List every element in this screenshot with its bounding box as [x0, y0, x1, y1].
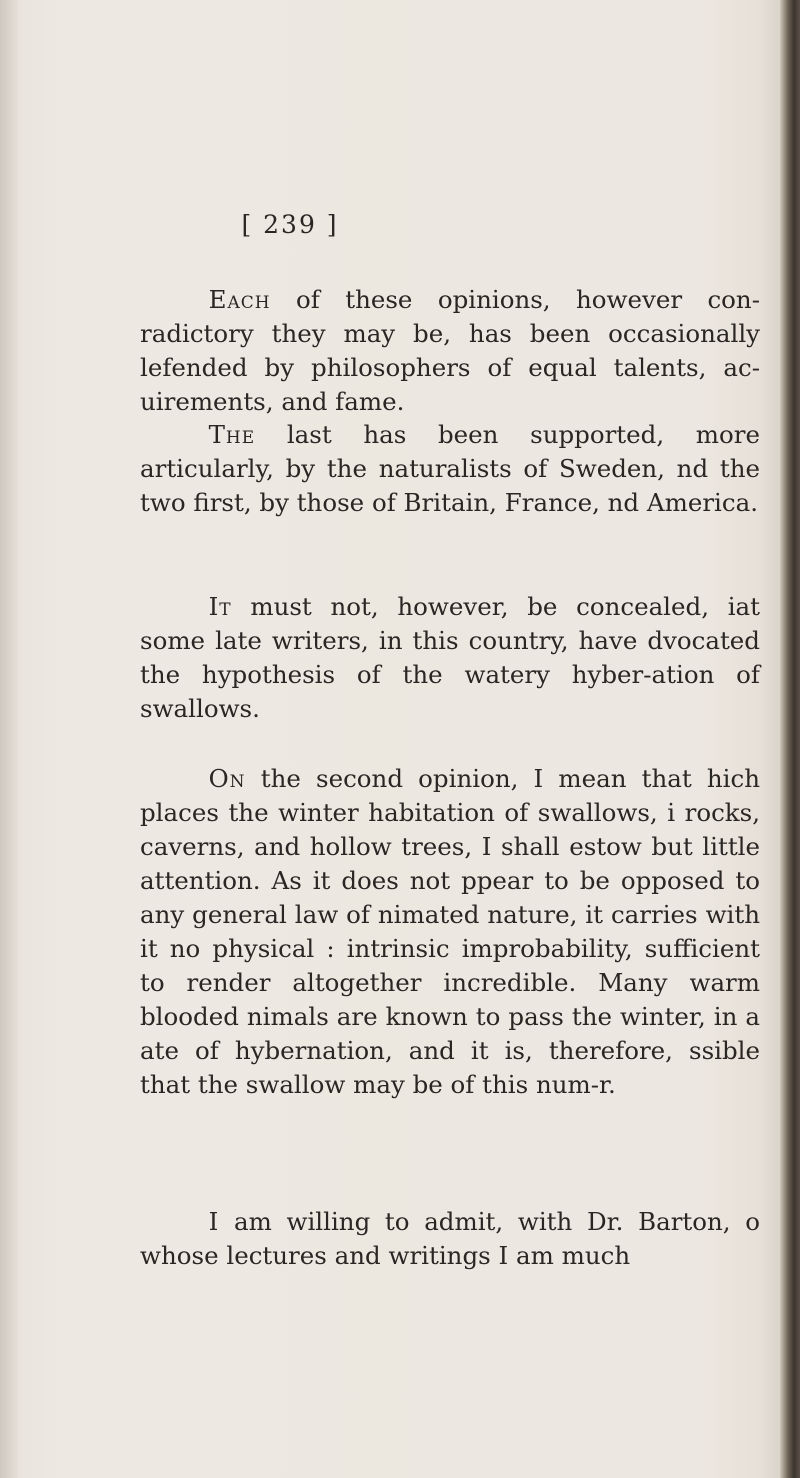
paragraph-1: [140, 283, 760, 419]
paragraph-5: [140, 1205, 760, 1273]
paragraph-3-lead: It: [208, 592, 232, 621]
paragraph-4: [140, 762, 760, 1102]
paragraph-2: [140, 418, 760, 520]
page-edge-shadow: [780, 0, 800, 1478]
paragraph-2-text: last has been supported, more articularly, by the naturalists of Sweden, nd the two first, by those of Britain, France, nd America.: [140, 420, 760, 517]
paragraph-1-text: of these opinions, however con-radictory they may be, has been occasionally lefended by philosophers of equal talents, ac-uirements, and fame.: [140, 285, 760, 416]
paragraph-5-lead: I: [208, 1207, 220, 1236]
paragraph-5-text: am willing to admit, with Dr. Barton, o whose lectures and writings I am much: [140, 1207, 760, 1270]
page-number: [ 239 ]: [241, 210, 339, 239]
paragraph-3-text: must not, however, be concealed, iat some late writers, in this country, have dvocated the hypothesis of the watery hyber-ation of swallows.: [140, 592, 760, 723]
paragraph-4-lead: On: [208, 764, 246, 793]
paragraph-1-lead: Each: [208, 285, 271, 314]
page-binding-shadow: [0, 0, 18, 1478]
paragraph-4-text: the second opinion, I mean that hich places the winter habitation of swallows, i rocks, caverns, and hollow trees, I shall estow but little attention. As it does not ppear to be opposed to any general law of nimated nature, it carries with it no physical : intrinsic improbability, sufficient to render altogether incredible. Many warm blooded nimals are known to pass the winter, in a ate of hybernation, and it is, therefore, ssible that the swallow may be of this num-r.: [140, 764, 761, 1099]
paragraph-2-lead: The: [208, 420, 256, 449]
paragraph-3: [140, 590, 760, 726]
